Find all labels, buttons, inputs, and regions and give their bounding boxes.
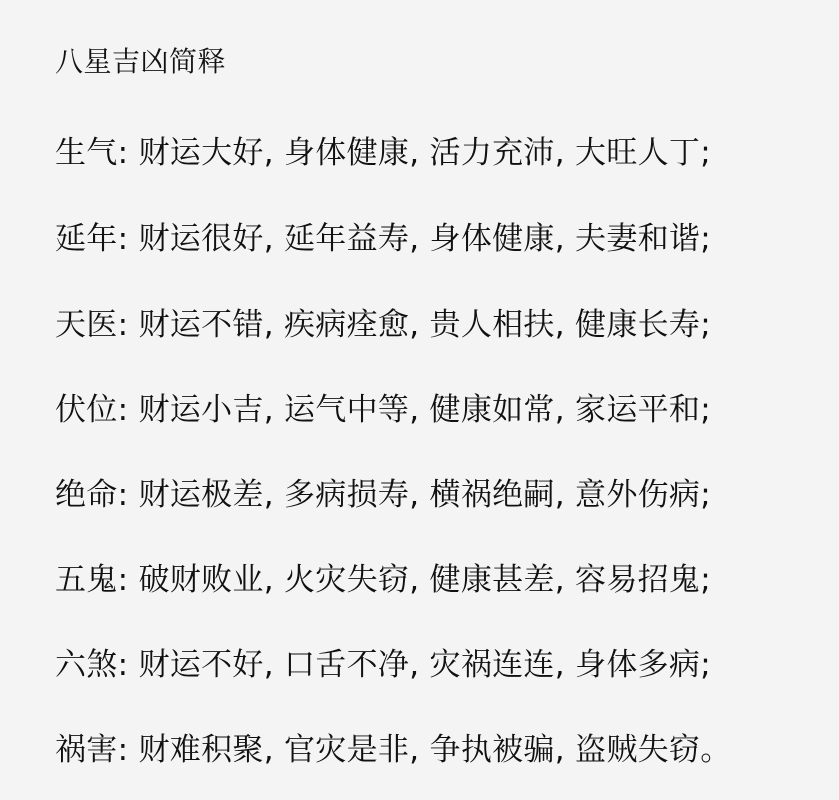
star-line-tianyi: 天医: 财运不错, 疾病痊愈, 贵人相扶, 健康长寿; [55, 307, 711, 343]
star-line-jueming: 绝命: 财运极差, 多病损寿, 横祸绝嗣, 意外伤病; [55, 477, 711, 513]
star-line-liusha: 六煞: 财运不好, 口舌不净, 灾祸连连, 身体多病; [55, 647, 711, 683]
document-title: 八星吉凶简释 [55, 45, 227, 78]
star-line-fuwei: 伏位: 财运小吉, 运气中等, 健康如常, 家运平和; [55, 392, 711, 428]
star-line-shengqi: 生气: 财运大好, 身体健康, 活力充沛, 大旺人丁; [55, 135, 711, 171]
star-line-wugui: 五鬼: 破财败业, 火灾失窃, 健康甚差, 容易招鬼; [55, 562, 711, 598]
star-line-huohai: 祸害: 财难积聚, 官灾是非, 争执被骗, 盗贼失窃。 [55, 732, 732, 768]
star-line-yannian: 延年: 财运很好, 延年益寿, 身体健康, 夫妻和谐; [55, 221, 711, 257]
